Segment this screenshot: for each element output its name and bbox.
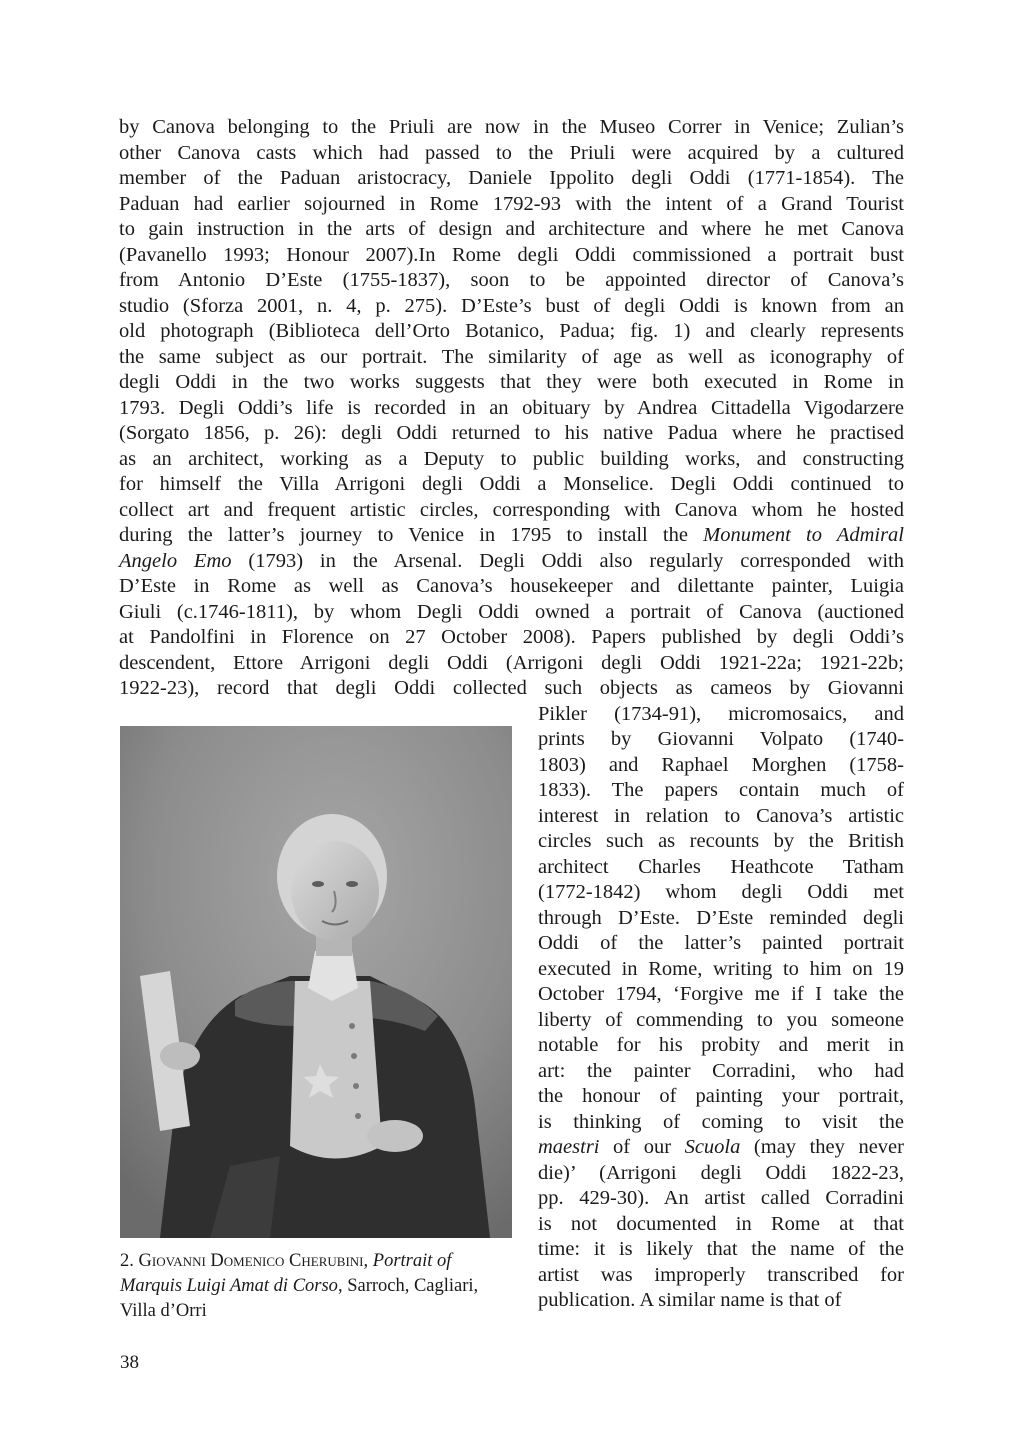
body-line: degli Oddi in the two works suggests that they were both executed in Rome in [119,371,904,393]
work-title-italic: Monument to Admiral [703,524,904,546]
column-line: circles such as recounts by the British [538,830,904,852]
body-line: at Pandolfini in Florence on 27 October 2008). Papers published by degli Oddi’s [119,626,904,648]
caption-title: Portrait of [372,1251,452,1271]
column-line: liberty of commending to you someone [538,1009,904,1031]
body-line: old photograph (Biblioteca dell’Orto Botanico, Padua; fig. 1) and clearly represents [119,320,904,342]
body-line: D’Este in Rome as well as Canova’s housekeeper and dilettante painter, Luigia [119,575,904,597]
column-line: die)’ (Arrigoni degli Oddi 1822-23, [538,1162,904,1184]
column-line: Pikler (1734-91), micromosaics, and [538,703,904,725]
body-line: 1922-23), record that degli Oddi collected such objects as cameos by Giovanni [119,677,904,699]
body-line [119,523,904,549]
body-line: by Canova belonging to the Priuli are now in the Museo Correr in Venice; Zulian’s [119,116,904,138]
column-line: (1772-1842) whom degli Oddi met [538,881,904,903]
column-line: through D’Este. D’Este reminded degli [538,907,904,929]
body-text: (1793) in the Arsenal. Degli Oddi also regularly corresponded with [231,550,904,572]
column-line: pp. 429-30). An artist called Corradini [538,1187,904,1209]
caption-title: Marquis Luigi Amat di Corso [120,1276,338,1296]
body-line: other Canova casts which had passed to the Priuli were acquired by a cultured [119,142,904,164]
caption-artist: Giovanni Domenico Cherubini [138,1251,364,1271]
column-line: is thinking of coming to visit the [538,1111,904,1133]
column-line: prints by Giovanni Volpato (1740- [538,728,904,750]
body-line: descendent, Ettore Arrigoni degli Oddi (Arrigoni degli Oddi 1921-22a; 1921-22b; [119,652,904,674]
body-line: Giuli (c.1746-1811), by whom Degli Oddi owned a portrait of Canova (auctioned [119,601,904,623]
column-line: interest in relation to Canova’s artistic [538,805,904,827]
column-line: October 1794, ‘Forgive me if I take the [538,983,904,1005]
column-line: 1833). The papers contain much of [538,779,904,801]
figure-caption-line: Villa d’Orri [120,1301,207,1321]
body-line: the same subject as our portrait. The similarity of age as well as iconography of [119,346,904,368]
body-line: as an architect, working as a Deputy to public building works, and constructing [119,448,904,470]
body-text: (may they never [740,1136,904,1158]
column-line: Oddi of the latter’s painted portrait [538,932,904,954]
body-line: member of the Paduan aristocracy, Daniele Ippolito degli Oddi (1771-1854). The [119,167,904,189]
portrait-figure [120,726,512,1238]
body-line: 1793. Degli Oddi’s life is recorded in an obituary by Andrea Cittadella Vigodarzere [119,397,904,419]
page-number: 38 [120,1352,139,1373]
column-line: executed in Rome, writing to him on 19 [538,958,904,980]
caption-number: 2. [120,1251,139,1271]
column-line: is not documented in Rome at that [538,1213,904,1235]
body-line: (Sorgato 1856, p. 26): degli Oddi returned to his native Padua where he practised [119,422,904,444]
column-line: artist was improperly transcribed for [538,1264,904,1286]
body-text: of our [599,1136,685,1158]
body-line: to gain instruction in the arts of design and architecture and where he met Canova [119,218,904,240]
column-line: publication. A similar name is that of [538,1289,842,1311]
body-line [119,549,904,575]
caption-location: , Sarroch, Cagliari, [337,1276,479,1296]
work-title-italic: Angelo Emo [119,550,232,572]
body-line: Paduan had earlier sojourned in Rome 1792-93 with the intent of a Grand Tourist [119,193,904,215]
body-line: from Antonio D’Este (1755-1837), soon to be appointed director of Canova’s [119,269,904,291]
body-line: studio (Sforza 2001, n. 4, p. 275). D’Este’s bust of degli Oddi is known from an [119,295,904,317]
portrait-image [120,726,512,1238]
column-line: the honour of painting your portrait, [538,1085,904,1107]
body-line: (Pavanello 1993; Honour 2007).In Rome degli Oddi commissioned a portrait bust [119,244,904,266]
column-line [538,1135,904,1161]
column-line: time: it is likely that the name of the [538,1238,904,1260]
column-line: art: the painter Corradini, who had [538,1060,904,1082]
column-line: architect Charles Heathcote Tatham [538,856,904,878]
italic-term: maestri [538,1136,600,1158]
figure-caption-line [120,1275,478,1297]
italic-term: Scuola [684,1136,741,1158]
body-text: during the latter’s journey to Venice in 1795 to install the [119,524,704,546]
figure-caption [120,1250,451,1272]
body-line: for himself the Villa Arrigoni degli Oddi a Monselice. Degli Oddi continued to [119,473,904,495]
caption-separator: , [363,1251,373,1271]
column-line: 1803) and Raphael Morghen (1758- [538,754,904,776]
column-line: notable for his probity and merit in [538,1034,904,1056]
body-line: collect art and frequent artistic circles, corresponding with Canova whom he hosted [119,499,904,521]
